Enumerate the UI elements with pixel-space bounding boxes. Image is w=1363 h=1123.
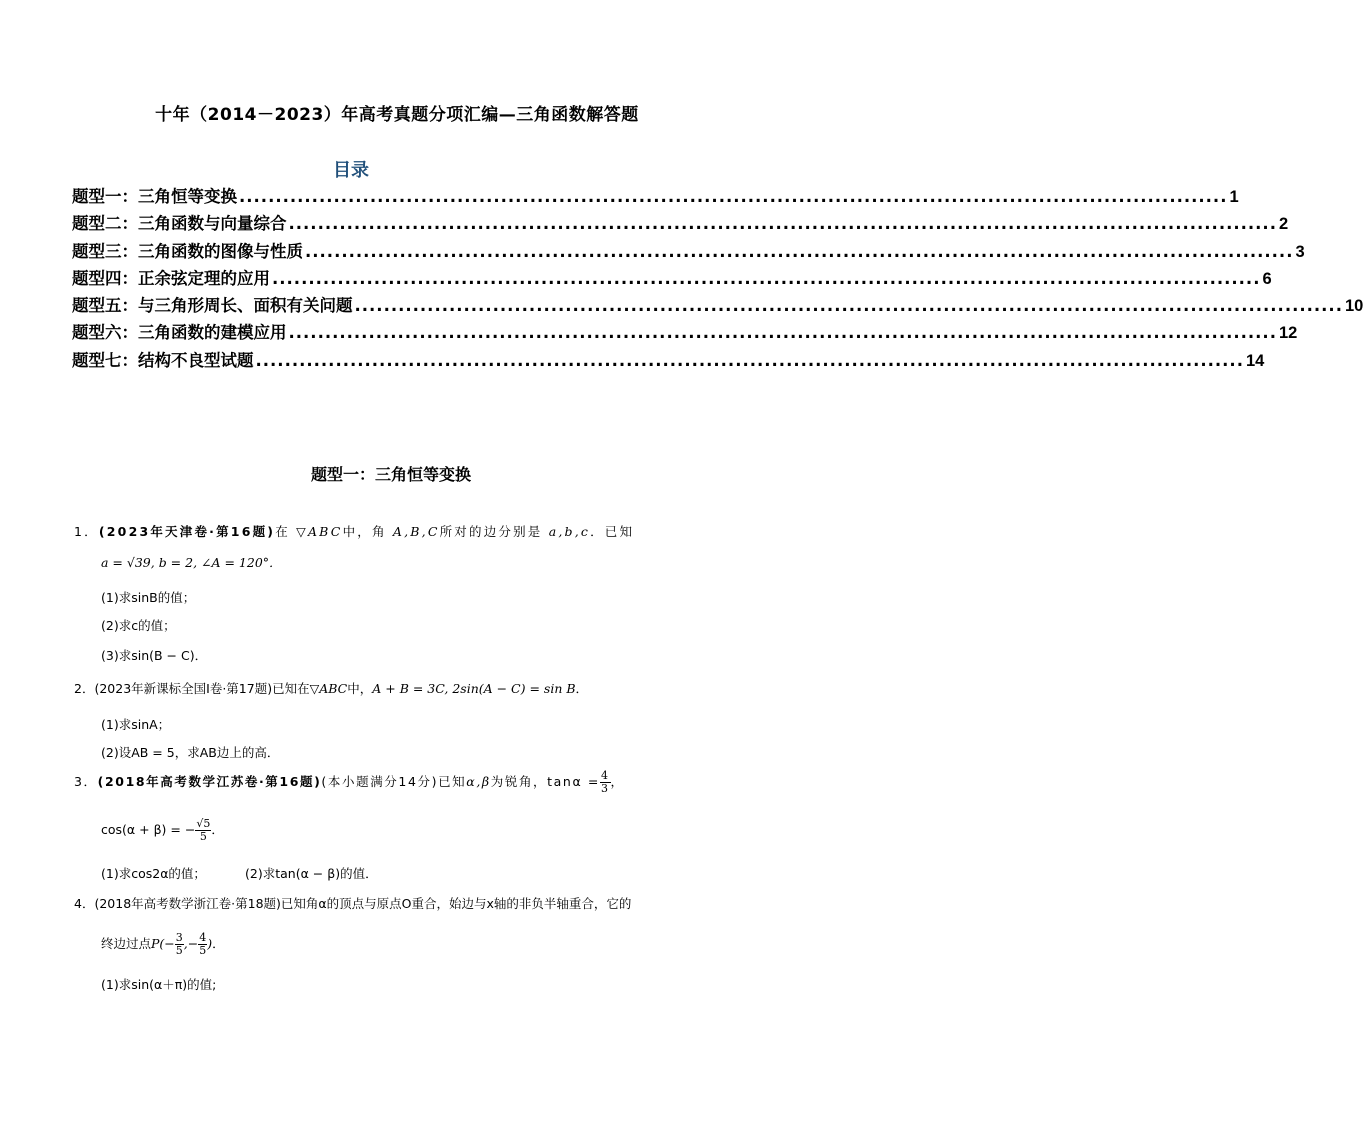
toc-entry-label: 题型五：与三角形周长、面积有关问题 — [72, 296, 353, 316]
math-expr: P(− — [151, 936, 175, 952]
question-source: (2023年新课标全国Ⅰ卷·第17题) — [94, 681, 273, 696]
question-text: 已知角α的顶点与原点O重合，始边与x轴的非负半轴重合，它的 — [280, 896, 632, 911]
toc-entry[interactable] — [72, 210, 1289, 237]
toc-entry-label: 题型七：结构不良型试题 — [72, 350, 254, 370]
math-expr: cos(α + β) = − — [101, 822, 196, 838]
math-expr: A + B = 3C, 2sin(A − C) = sin B — [372, 681, 576, 696]
question-text: 中， — [347, 681, 373, 696]
fraction-numerator: 4 — [600, 769, 610, 782]
fraction — [175, 932, 184, 957]
document-title: 十年（2014－2023）年高考真题分项汇编—三角函数解答题 — [155, 105, 639, 125]
toc-entry[interactable] — [72, 183, 1239, 210]
fraction-denominator: 5 — [175, 944, 183, 958]
question-text: ． — [211, 822, 224, 838]
question-1-part-1: (1)求sinB的值； — [101, 590, 196, 605]
math-expr: tanα = — [547, 774, 600, 790]
fraction — [198, 932, 207, 957]
math-expr: α,β — [466, 774, 491, 790]
toc-entry-page: 6 — [1262, 269, 1272, 288]
toc-leader-dots: ........................................................................................................................................ — [288, 214, 1277, 234]
math-expr: ) — [207, 936, 213, 952]
fraction-numerator: √5 — [196, 817, 211, 830]
toc-entry-label: 题型二：三角函数与向量综合 — [72, 214, 287, 234]
toc-entry-label: 题型三：三角函数的图像与性质 — [72, 241, 303, 261]
toc-entry-label: 题型六：三角函数的建模应用 — [72, 323, 287, 343]
math-expr: a,b,c — [548, 524, 591, 539]
toc-leader-dots: ........................................................................................................................................ — [354, 296, 1343, 316]
question-2 — [74, 681, 724, 697]
question-text: (本小题满分14分)已知 — [321, 774, 467, 790]
question-source: (2023年天津卷·第16题) — [98, 524, 276, 539]
toc-entry-label: 题型一：三角恒等变换 — [72, 187, 237, 206]
question-2-part-2: (2)设AB = 5，求AB边上的高． — [101, 745, 280, 760]
question-text: ．已知 — [590, 524, 635, 539]
question-text: 中，角 — [342, 524, 387, 539]
fraction-numerator: 3 — [175, 931, 183, 944]
math-expr: ▽ABC — [296, 524, 343, 539]
question-text: 在 — [275, 524, 290, 539]
question-1 — [74, 524, 724, 540]
question-1-given — [101, 555, 751, 571]
fraction — [600, 770, 611, 795]
fraction-denominator: 3 — [600, 782, 610, 796]
toc-leader-dots: ........................................................................................................................................ — [239, 187, 1228, 206]
fraction — [195, 818, 211, 843]
toc-entry[interactable] — [72, 319, 1298, 346]
toc-entry-label: 题型四：正余弦定理的应用 — [72, 268, 270, 288]
toc-entry-page: 1 — [1229, 188, 1239, 206]
question-text: ． — [212, 936, 225, 952]
question-number: 3． — [74, 774, 98, 790]
toc-leader-dots: ........................................................................................................................................ — [305, 241, 1294, 261]
question-text: 已知在 — [272, 681, 310, 696]
question-text: 终边过点 — [101, 936, 152, 952]
toc-leader-dots: ........................................................................................................................................ — [288, 323, 1277, 343]
section-title: 题型一：三角恒等变换 — [310, 465, 471, 484]
toc-entry-page: 10 — [1344, 297, 1363, 316]
question-3-part-2: (2)求tan(α − β)的值． — [245, 866, 378, 881]
math-expr: A,B,C — [392, 524, 440, 539]
question-text: 所对的边分别是 — [439, 524, 543, 539]
toc-entry[interactable] — [72, 292, 1363, 319]
table-of-contents — [72, 183, 1363, 374]
toc-entry-page: 14 — [1245, 351, 1265, 370]
question-number: 4． — [74, 896, 95, 911]
math-expr: a = √39, b = 2, ∠A = 120°． — [101, 555, 282, 570]
toc-heading: 目录 — [333, 160, 369, 181]
question-3-part-1: (1)求cos2α的值； — [101, 866, 206, 881]
toc-entry-page: 3 — [1295, 242, 1305, 261]
toc-entry[interactable] — [72, 238, 1305, 265]
math-expr: ,− — [183, 936, 199, 952]
question-text: 为锐角， — [490, 774, 548, 790]
toc-leader-dots: ........................................................................................................................................ — [272, 268, 1261, 288]
question-source: (2018年高考数学浙江卷·第18题) — [94, 896, 281, 911]
question-4 — [74, 896, 724, 912]
toc-entry[interactable] — [72, 265, 1272, 292]
question-2-part-1: (1)求sinA； — [101, 717, 171, 732]
toc-leader-dots: ........................................................................................................................................ — [255, 350, 1244, 370]
question-4-given — [101, 932, 751, 957]
question-4-part-1: (1)求sin(α＋π)的值; — [101, 977, 217, 992]
question-number: 2． — [74, 681, 95, 696]
question-number: 1． — [74, 524, 99, 539]
math-expr: ▽ABC — [309, 681, 348, 696]
question-1-part-3: (3)求sin(B − C)． — [101, 648, 208, 663]
question-text: ． — [575, 681, 589, 696]
toc-entry-page: 12 — [1278, 324, 1298, 343]
fraction-numerator: 4 — [199, 931, 207, 944]
toc-entry-page: 2 — [1278, 215, 1289, 234]
question-1-part-2: (2)求c的值； — [101, 618, 176, 633]
question-3 — [74, 770, 724, 795]
question-text: ， — [610, 774, 625, 790]
fraction-denominator: 5 — [199, 830, 207, 844]
question-3-given — [101, 818, 751, 843]
question-source: (2018年高考数学江苏卷·第16题) — [97, 774, 322, 790]
toc-entry[interactable] — [72, 347, 1265, 374]
fraction-denominator: 5 — [199, 944, 207, 958]
